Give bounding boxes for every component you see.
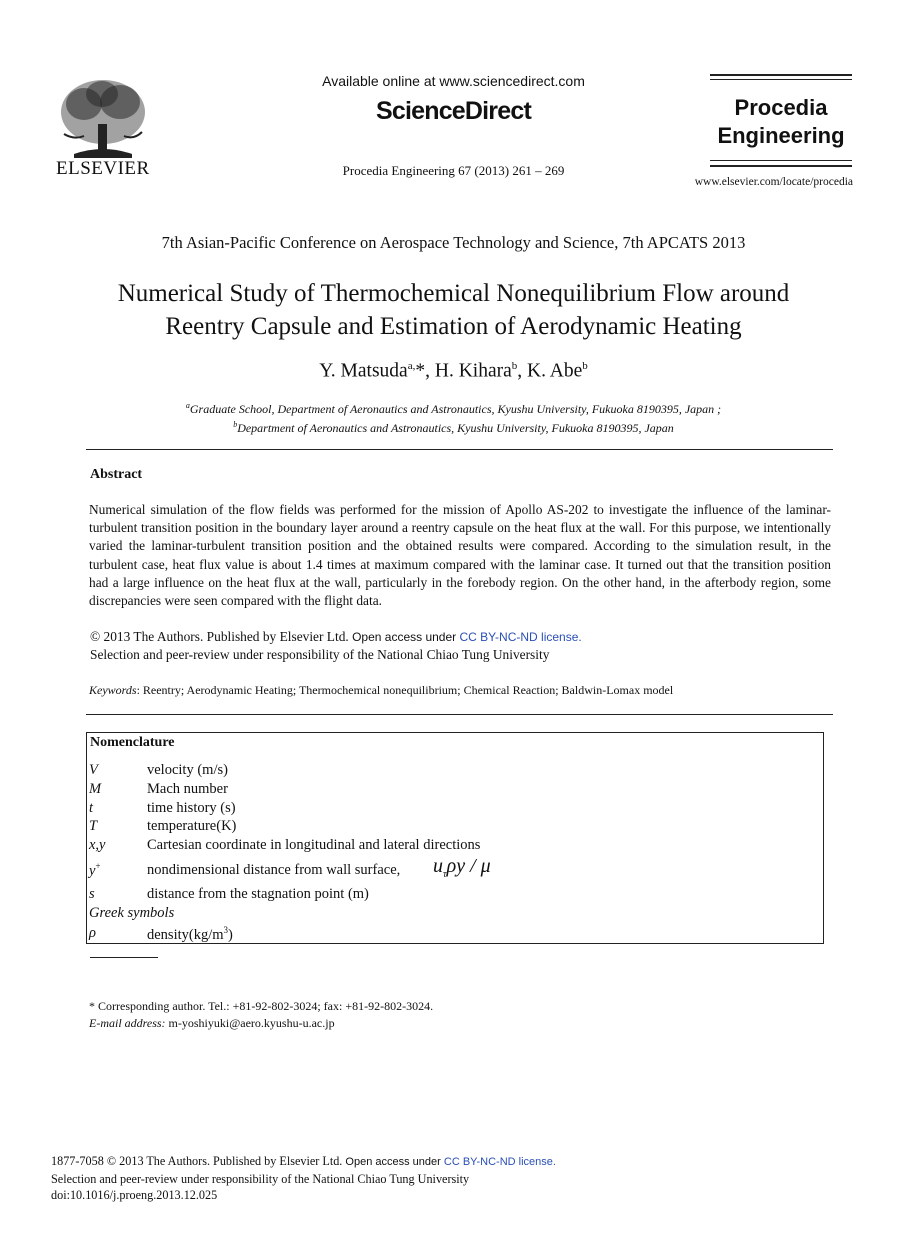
keywords bbox=[89, 683, 673, 698]
nomenclature-symbol: x,y bbox=[89, 837, 106, 853]
author-separator: , bbox=[517, 360, 527, 382]
paper-title-line2: Reentry Capsule and Estimation of Aerodynamic Heating bbox=[165, 313, 742, 340]
nomenclature-symbol: ρ bbox=[89, 925, 96, 941]
paper-title bbox=[60, 277, 847, 343]
formula-u: u bbox=[433, 855, 443, 877]
abstract-heading: Abstract bbox=[90, 467, 143, 482]
paper-title-line1: Numerical Study of Thermochemical Nonequilibrium Flow around bbox=[117, 280, 790, 307]
affiliation bbox=[0, 398, 907, 417]
nomenclature-definition bbox=[147, 925, 233, 944]
affiliation bbox=[0, 417, 907, 436]
journal-rule bbox=[710, 74, 852, 76]
keywords-text: : Reentry; Aerodynamic Heating; Thermochemical nonequilibrium; Chemical Reaction; Baldwin-Lomax model bbox=[136, 683, 674, 697]
nomenclature-symbol: V bbox=[89, 762, 98, 778]
nomenclature-symbol-sup: + bbox=[95, 861, 101, 871]
journal-title bbox=[710, 94, 852, 150]
affiliation-text: Graduate School, Department of Aeronautics and Astronautics, Kyushu University, Fukuoka 8190395, Japan ; bbox=[189, 402, 722, 416]
greek-symbols-heading: Greek symbols bbox=[89, 905, 175, 921]
nomenclature-definition: nondimensional distance from wall surface, bbox=[147, 862, 401, 878]
nomenclature-definition: velocity (m/s) bbox=[147, 762, 228, 778]
affiliations bbox=[0, 398, 907, 436]
open-access-text: Open access under bbox=[342, 1156, 444, 1168]
affiliation-mark: a bbox=[185, 401, 190, 410]
density-close: ) bbox=[228, 926, 233, 943]
nomenclature-symbol: s bbox=[89, 886, 95, 902]
conference-name: 7th Asian-Pacific Conference on Aerospace Technology and Science, 7th APCATS 2013 bbox=[161, 233, 746, 252]
license-link[interactable]: CC BY-NC-ND license. bbox=[459, 630, 582, 644]
author-name: H. Kihara bbox=[434, 360, 512, 382]
density-text: density(kg/m bbox=[147, 926, 224, 943]
license-link[interactable]: CC BY-NC-ND license. bbox=[443, 1156, 556, 1168]
nomenclature-definition: Cartesian coordinate in longitudinal and lateral directions bbox=[147, 837, 481, 853]
available-online: Available online at www.sciencedirect.com bbox=[322, 73, 585, 89]
nomenclature-symbol: t bbox=[89, 800, 94, 816]
doi[interactable]: doi:10.1016/j.proeng.2013.12.025 bbox=[51, 1188, 218, 1202]
yplus-formula bbox=[433, 855, 491, 880]
email-label: E-mail address: bbox=[89, 1016, 166, 1030]
formula-rest: ρy / μ bbox=[446, 855, 491, 877]
author-name: Y. Matsuda bbox=[319, 360, 408, 382]
nomenclature-symbol: M bbox=[89, 781, 102, 797]
nomenclature-definition: time history (s) bbox=[147, 800, 236, 816]
journal-title-line2: Engineering bbox=[717, 123, 845, 148]
footnote-rule bbox=[90, 957, 158, 958]
nomenclature-heading: Nomenclature bbox=[90, 735, 175, 750]
abstract-text: Numerical simulation of the flow fields was performed for the mission of Apollo AS-202 to investigate the influence of the laminar-turbulent transition position in the boundary layer around a reentry capsule on the heat flux at the wall. For this purpose, we intentionally varied the laminar-turbulent transition position and the obtained results were compared. According to the simulation result, in the turbulent case, heat flux value is about 1.4 times at maximum compared with the laminar case. It turned out that the transition position had a large influence on the heat flux at the wall, particularly in the forebody region. On the other hand, in the afterbody region, some discrepancies were seen compared with the flight data. bbox=[89, 502, 831, 609]
publisher-name: ELSEVIER bbox=[56, 158, 150, 179]
email-address[interactable]: m-yoshiyuki@aero.kyushu-u.ac.jp bbox=[165, 1016, 335, 1030]
journal-url[interactable]: www.elsevier.com/locate/procedia bbox=[694, 176, 853, 188]
nomenclature-symbol: T bbox=[89, 818, 98, 834]
journal-reference: Procedia Engineering 67 (2013) 261 – 269 bbox=[342, 163, 565, 178]
density-exponent: 3 bbox=[223, 925, 229, 935]
journal-rule bbox=[710, 79, 852, 80]
footnote bbox=[89, 998, 433, 1032]
author-affil-mark: a, bbox=[407, 360, 416, 372]
author-list bbox=[0, 360, 907, 383]
issn-line: 1877-7058 © 2013 The Authors. Published by Elsevier Ltd. bbox=[51, 1154, 343, 1168]
author-affil-mark: b bbox=[511, 360, 518, 372]
peer-review-line: Selection and peer-review under responsibility of the National Chiao Tung University bbox=[51, 1171, 470, 1186]
nomenclature-symbol bbox=[89, 861, 101, 880]
copyright-notice bbox=[90, 628, 582, 663]
open-access-text: Open access under bbox=[348, 630, 460, 644]
journal-rule bbox=[710, 160, 852, 161]
nomenclature-definition: distance from the stagnation point (m) bbox=[147, 886, 369, 902]
nomenclature-symbol-base: y bbox=[89, 862, 96, 879]
author-separator: *, bbox=[415, 360, 435, 382]
corresponding-author: * Corresponding author. Tel.: +81-92-802-3024; fax: +81-92-802-3024. bbox=[89, 999, 434, 1013]
copyright-line: © 2013 The Authors. Published by Elsevier Ltd. bbox=[90, 629, 349, 644]
author-name: K. Abe bbox=[527, 360, 583, 382]
journal-title-line1: Procedia bbox=[734, 95, 828, 120]
affiliation-text: Department of Aeronautics and Astronautics, Kyushu University, Fukuoka 8190395, Japan bbox=[237, 421, 674, 435]
affiliation-mark: b bbox=[233, 420, 238, 429]
formula-tau: τ bbox=[443, 869, 447, 880]
section-rule bbox=[86, 714, 833, 715]
section-rule bbox=[86, 449, 833, 450]
keywords-label: Keywords bbox=[89, 683, 137, 697]
peer-review-line: Selection and peer-review under responsibility of the National Chiao Tung University bbox=[90, 647, 550, 662]
author-affil-mark: b bbox=[582, 360, 588, 372]
nomenclature-definition: temperature(K) bbox=[147, 818, 237, 834]
nomenclature-definition: Mach number bbox=[147, 781, 228, 797]
platform-name: ScienceDirect bbox=[376, 97, 531, 125]
journal-rule bbox=[710, 165, 852, 167]
page-footer bbox=[51, 1153, 556, 1204]
